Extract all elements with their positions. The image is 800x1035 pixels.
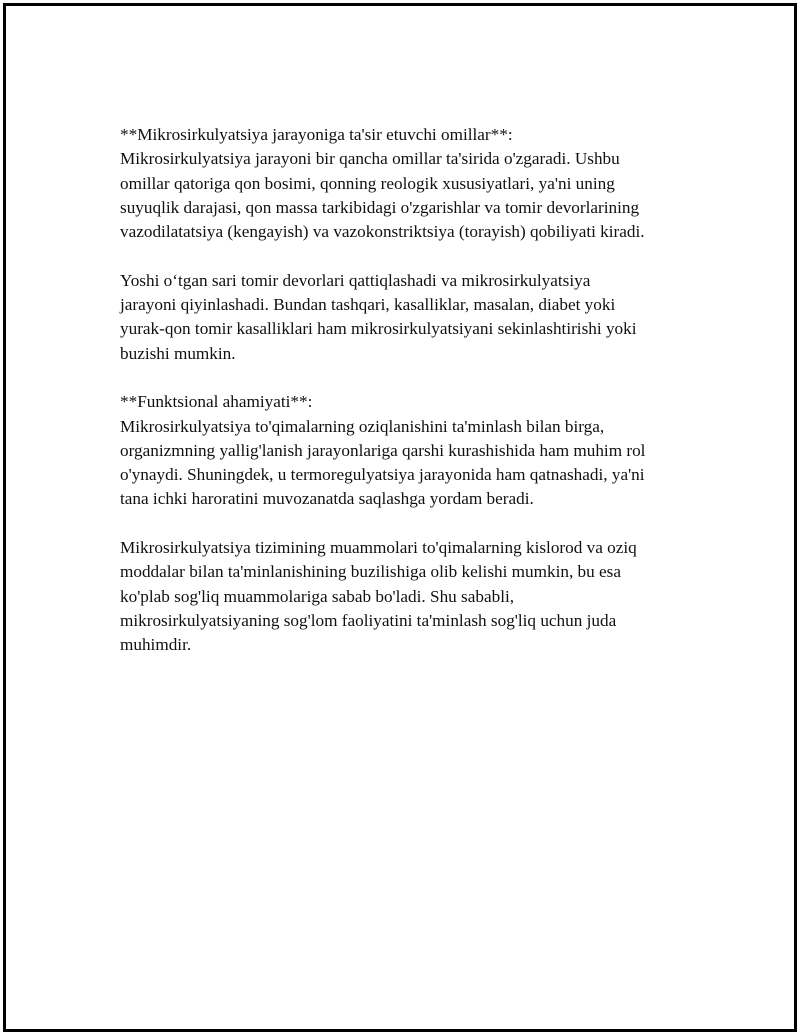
- paragraph-line: moddalar bilan ta'minlanishining buzilishiga olib kelishi mumkin, bu esa: [120, 562, 621, 582]
- paragraph-line: ko'plab sog'liq muammolariga sabab bo'ladi. Shu sababli,: [120, 586, 515, 606]
- document-page: [3, 3, 797, 1032]
- paragraph-line: **Mikrosirkulyatsiya jarayoniga ta'sir etuvchi omillar**:: [120, 125, 513, 144]
- paragraph-line: jarayoni qiyinlashadi. Bundan tashqari, kasalliklar, masalan, diabet yoki: [120, 295, 616, 315]
- paragraph-line: omillar qatoriga qon bosimi, qonning reologik xususiyatlari, ya'ni uning: [120, 173, 615, 193]
- paragraph-line: yurak-qon tomir kasalliklari ham mikrosirkulyatsiyani sekinlashtirishi yoki: [120, 319, 637, 339]
- paragraph-factors: [120, 123, 700, 244]
- paragraph-line: tana ichki haroratini muvozanatda saqlashga yordam beradi.: [120, 489, 534, 509]
- paragraph-line: Mikrosirkulyatsiya tizimining muammolari to'qimalarning kislorod va oziq: [120, 538, 637, 558]
- paragraph-line: buzishi mumkin.: [120, 343, 236, 363]
- paragraph-problems: [120, 536, 700, 657]
- paragraph-line: o'ynaydi. Shuningdek, u termoregulyatsiya jarayonida ham qatnashadi, ya'ni: [120, 465, 645, 485]
- paragraph-line: organizmning yallig'lanish jarayonlariga qarshi kurashishida ham muhim rol: [120, 440, 646, 460]
- paragraph-line: **Funktsional ahamiyati**:: [120, 392, 313, 412]
- paragraph-functional: [120, 390, 700, 511]
- paragraph-line: Mikrosirkulyatsiya to'qimalarning oziqlanishini ta'minlash bilan birga,: [120, 416, 605, 436]
- document-body: [120, 123, 700, 682]
- paragraph-line: mikrosirkulyatsiyaning sog'lom faoliyatini ta'minlash sog'liq uchun juda: [120, 610, 617, 630]
- paragraph-line: Yoshi o‘tgan sari tomir devorlari qattiqlashadi va mikrosirkulyatsiya: [120, 270, 591, 290]
- paragraph-line: muhimdir.: [120, 635, 192, 655]
- paragraph-line: suyuqlik darajasi, qon massa tarkibidagi o'zgarishlar va tomir devorlarining: [120, 197, 640, 217]
- paragraph-line: vazodilatatsiya (kengayish) va vazokonstriktsiya (torayish) qobiliyati kiradi.: [120, 222, 645, 242]
- paragraph-line: Mikrosirkulyatsiya jarayoni bir qancha omillar ta'sirida o'zgaradi. Ushbu: [120, 149, 620, 169]
- paragraph-aging: [120, 269, 700, 366]
